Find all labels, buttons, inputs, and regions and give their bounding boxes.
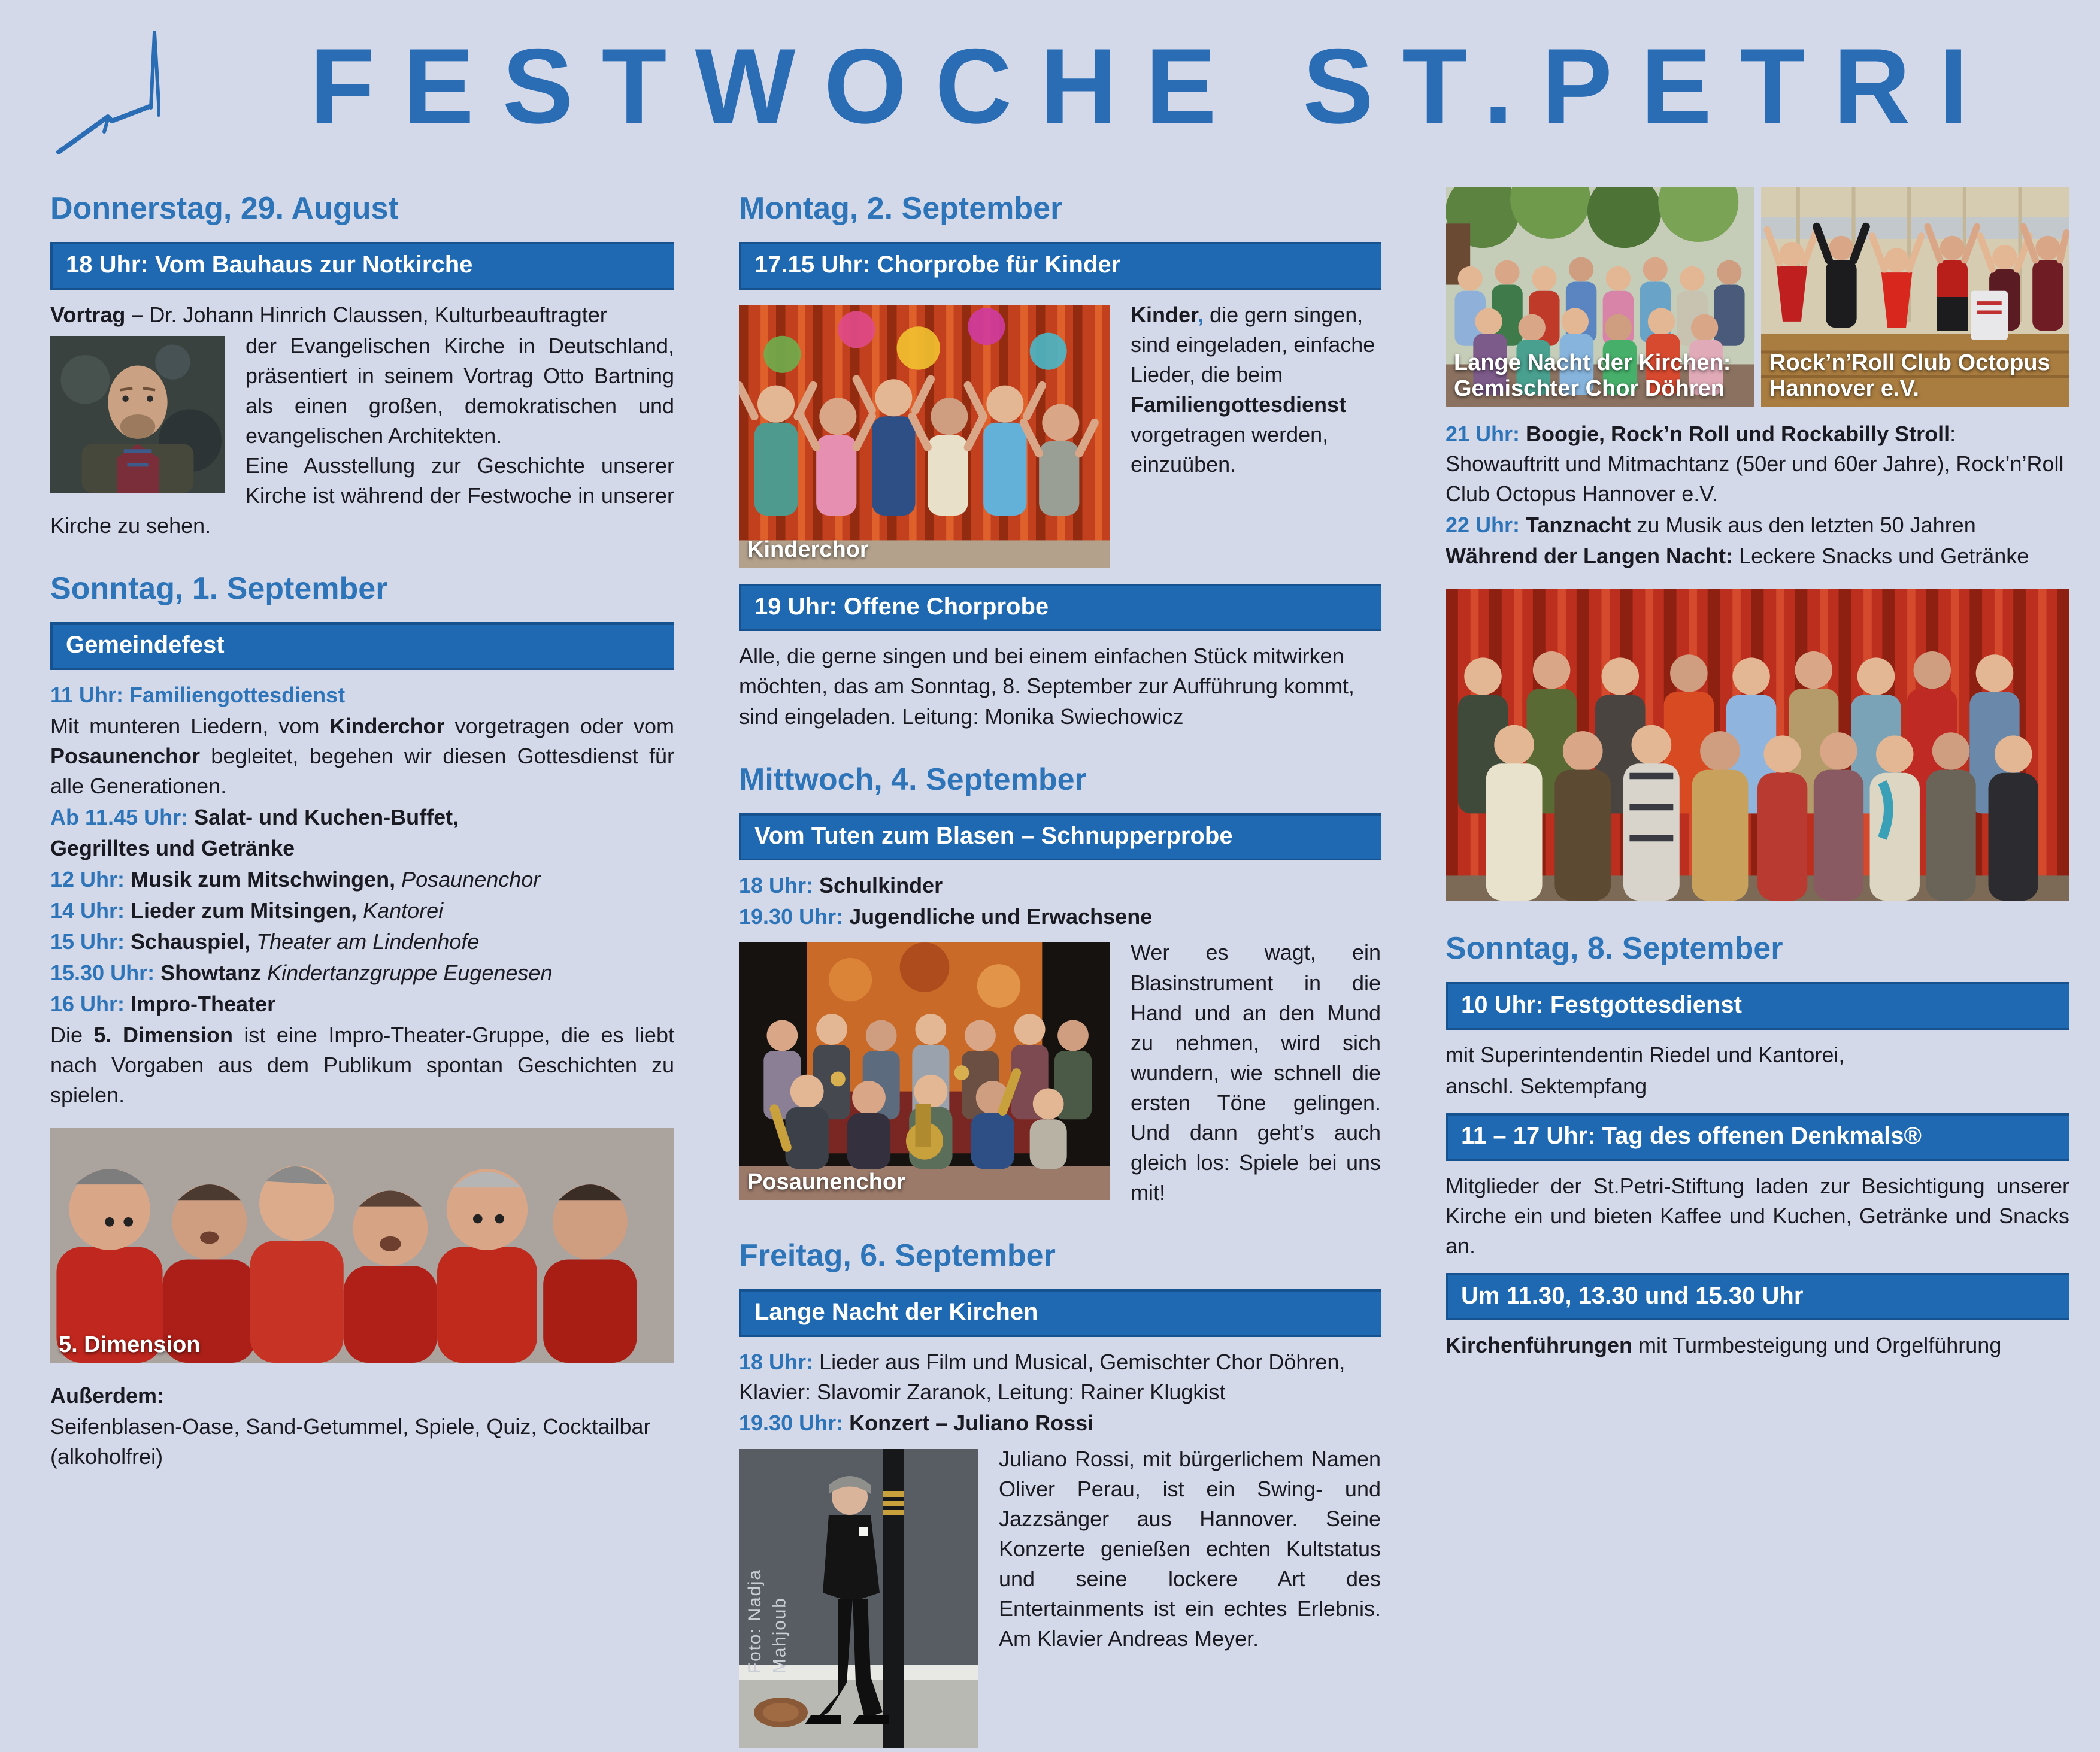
photo-caption xyxy=(1769,350,2050,402)
kinderchor-ref: Kinderchor xyxy=(329,714,445,738)
section-bar-gemeindefest: Gemeindefest xyxy=(50,622,674,668)
event-detail: : Showauftritt und Mitmachtanz (50er und 60er Jahre), Rock’n’Roll Club Octopus Hannover e.V. xyxy=(1446,422,2064,507)
time-label: 18 Uhr: xyxy=(739,1349,820,1374)
kinder-keyword: Kinder xyxy=(1131,302,1198,327)
vortrag-text: der Evangelischen Kirche in Deutschland, präsentiert in seinem Vortrag Otto Bartning als einen großen, demokratischen und evangelischen Architekten. xyxy=(246,333,674,448)
text-run: Mit munteren Liedern, vom xyxy=(50,714,330,738)
chorprobe-text: Alle, die gerne singen und bei einem einfachen Stück mitwirken möchten, das am Sonntag, 8. September zur Aufführung kommt, sind eingeladen. Leitung: Monika Swiechowicz xyxy=(739,644,1354,729)
time-label: 18 Uhr: xyxy=(739,873,820,898)
content-columns xyxy=(50,187,2076,1752)
date-heading-sonntag8: Sonntag, 8. September xyxy=(1446,931,1783,966)
event-1530uhr xyxy=(50,958,674,988)
event-title: Musik zum Mitschwingen, xyxy=(131,867,402,892)
header xyxy=(50,22,2076,171)
group-name: 5. Dimension xyxy=(93,1023,233,1048)
date-heading-montag: Montag, 2. September xyxy=(739,191,1063,226)
text-run: ist eine Impro-Theater-Gruppe, die es liebt nach Vorgaben aus dem Publikum spontan Geschichten zu spielen. xyxy=(50,1023,674,1108)
ausserdem-text: Seifenblasen-Oase, Sand-Getummel, Spiele, Quiz, Cocktailbar (alkoholfrei) xyxy=(50,1414,651,1469)
section-bar-offene-chorprobe: 19 Uhr: Offene Chorprobe xyxy=(739,584,1381,630)
time-label: Ab 11.45 Uhr: xyxy=(50,805,195,830)
event-buffet xyxy=(50,802,674,832)
photo-caption: 5. Dimension xyxy=(59,1332,201,1357)
event-performer: Kindertanzgruppe Eugenesen xyxy=(267,960,553,986)
vortrag-text2: Eine Ausstellung zur Geschichte unserer Kirche ist während der Festwoche in unserer Kirche zu sehen. xyxy=(50,453,674,538)
page-title: FESTWOCHE ST.PETRI xyxy=(309,26,1997,146)
festgottesdienst-text2: anschl. Sektempfang xyxy=(1446,1074,1647,1099)
text-run: vorgetragen werden, einzuüben. xyxy=(1131,422,1329,477)
time-label: 16 Uhr: xyxy=(50,992,131,1017)
vortrag-label: Vortrag – xyxy=(50,302,150,327)
photo-posaunenchor xyxy=(739,942,1110,1200)
event-title: Tanznacht xyxy=(1526,513,1631,538)
photo-caption: Posaunenchor xyxy=(747,1169,905,1195)
caption-line: Rock’n’Roll Club Octopus xyxy=(1769,350,2050,375)
event-title: Schauspiel, xyxy=(131,929,257,954)
text-run: Die xyxy=(50,1023,94,1048)
lange-nacht-photos xyxy=(1446,187,2069,407)
time-label: 22 Uhr: xyxy=(1446,513,1526,538)
photo-gemischter-chor-doehren xyxy=(1446,187,1754,407)
note-detail: Leckere Snacks und Getränke xyxy=(1733,544,2029,569)
kinderchor-block xyxy=(739,300,1381,572)
photo-rocknroll-octopus xyxy=(1761,187,2069,407)
time-label: 21 Uhr: xyxy=(1446,422,1526,446)
photo-claussen-portrait xyxy=(50,336,225,493)
rossi-text: Juliano Rossi, mit bürgerlichem Namen Oliver Perau, ist ein Swing- und Jazzsänger aus Hannover. Seine Konzerte genießen echten Kultstatus und seine lockere Art des Entertainments ist ein echtes Erlebnis. Am Klavier Andreas Meyer. xyxy=(999,1446,1381,1651)
date-heading-freitag: Freitag, 6. September xyxy=(739,1238,1056,1273)
photo-caption xyxy=(1454,350,1731,402)
event-detail: Lieder aus Film und Musical, Gemischter Chor Döhren, Klavier: Slavomir Zaranok, Leitung: Rainer Klugkist xyxy=(739,1349,1346,1404)
photo-5-dimension xyxy=(50,1128,674,1363)
blasinstrument-text: Wer es wagt, ein Blasinstrument in die Hand und an den Mund zu nehmen, wird sich wundern, wie schnell die ersten Töne gelingen. Und dann geht’s auch gleich los: Spiele bei uns mit! xyxy=(1131,940,1381,1205)
kirchenfuehrungen-text xyxy=(1446,1330,2069,1360)
time-label: 19.30 Uhr: xyxy=(739,1410,850,1435)
posaunenchor-block xyxy=(739,938,1381,1207)
event-jugendliche xyxy=(739,902,1381,932)
event-performer: Theater am Lindenhofe xyxy=(256,929,480,954)
impro-text xyxy=(50,1020,674,1110)
festgottesdienst-text1: mit Superintendentin Riedel und Kantorei, xyxy=(1446,1042,1845,1068)
event-12uhr xyxy=(50,865,674,895)
column-monday-friday xyxy=(739,187,1381,1752)
event-14uhr xyxy=(50,896,674,926)
ausserdem-label: Außerdem: xyxy=(50,1383,165,1408)
vortrag-intro-line xyxy=(50,300,674,330)
familiengottesdienst-text xyxy=(50,711,674,801)
event-lieder-film-musical xyxy=(739,1347,1381,1407)
event-title: Impro-Theater xyxy=(131,992,276,1017)
time-label: 15 Uhr: xyxy=(50,929,131,954)
event-title: Schulkinder xyxy=(819,873,943,898)
event-konzert-rossi xyxy=(739,1408,1381,1438)
event-title: Salat- und Kuchen-Buffet, xyxy=(194,805,459,830)
event-title: Konzert – Juliano Rossi xyxy=(849,1410,1094,1435)
caption-line: Lange Nacht der Kirchen: xyxy=(1454,350,1731,375)
event-performer: Posaunenchor xyxy=(401,867,541,892)
column-thursday-sunday1 xyxy=(50,187,674,1752)
photo-credit: Foto: Nadja Mahjoub xyxy=(745,1568,790,1674)
event-familiengottesdienst: 11 Uhr: Familiengottesdienst xyxy=(50,682,346,707)
caption-line: Hannover e.V. xyxy=(1769,376,1919,402)
date-heading-sonntag1: Sonntag, 1. September xyxy=(50,571,388,607)
event-16uhr xyxy=(50,989,674,1019)
posaunenchor-ref: Posaunenchor xyxy=(50,744,201,769)
date-heading-donnerstag: Donnerstag, 29. August xyxy=(50,191,399,226)
time-label: 12 Uhr: xyxy=(50,867,131,892)
section-bar-chorprobe-kinder: 17.15 Uhr: Chorprobe für Kinder xyxy=(739,242,1381,288)
text-run: vorgetragen oder vom xyxy=(444,714,675,738)
vortrag-block xyxy=(50,331,674,541)
familiengottesdienst-ref: Familiengottesdienst xyxy=(1131,392,1347,417)
section-bar-lange-nacht: Lange Nacht der Kirchen xyxy=(739,1289,1381,1335)
event-title: Jugendliche und Erwachsene xyxy=(849,904,1153,929)
event-performer: Kantorei xyxy=(363,898,444,923)
event-title: Showtanz xyxy=(160,960,268,986)
event-boogie xyxy=(1446,419,2069,509)
time-label: 14 Uhr: xyxy=(50,898,131,923)
snacks-note xyxy=(1446,541,2069,571)
caption-line: Gemischter Chor Döhren xyxy=(1454,376,1725,402)
church-spire-logo-icon xyxy=(50,25,230,160)
section-bar-denkmal: 11 – 17 Uhr: Tag des offenen Denkmals® xyxy=(1446,1113,2069,1159)
event-title: Boogie, Rock’n Roll und Rockabilly Stroll xyxy=(1526,422,1950,446)
event-detail: mit Turmbesteigung und Orgelführung xyxy=(1632,1333,2002,1358)
event-title: Lieder zum Mitsingen, xyxy=(131,898,363,923)
text-run: , xyxy=(1198,302,1204,327)
date-heading-mittwoch: Mittwoch, 4. September xyxy=(739,762,1087,797)
denkmal-text: Mitglieder der St.Petri-Stiftung laden zur Besichtigung unserer Kirche ein und bieten Kaffee und Kuchen, Getränke und Snacks an. xyxy=(1446,1173,2069,1258)
section-bar-tuten-blasen: Vom Tuten zum Blasen – Schnupperprobe xyxy=(739,813,1381,859)
photo-juliano-rossi xyxy=(739,1449,978,1748)
text-run: die gern singen, sind eingeladen, einfache Lieder, die beim xyxy=(1131,302,1375,387)
event-detail: zu Musik aus den letzten 50 Jahren xyxy=(1631,513,1976,538)
time-label: 19.30 Uhr: xyxy=(739,904,850,929)
time-label: 15.30 Uhr: xyxy=(50,960,161,986)
event-title: Kirchenführungen xyxy=(1446,1333,1632,1358)
column-saturday-sunday8 xyxy=(1446,187,2069,1752)
section-bar-bauhaus: 18 Uhr: Vom Bauhaus zur Notkirche xyxy=(50,242,674,288)
text-run: begleitet, begehen wir diesen Gottesdienst für alle Generationen. xyxy=(50,744,674,799)
event-15uhr xyxy=(50,927,674,957)
vortrag-speaker: Dr. Johann Hinrich Claussen, Kulturbeauftragter xyxy=(149,302,607,327)
event-buffet-line2: Gegrilltes und Getränke xyxy=(50,836,295,861)
event-tanznacht xyxy=(1446,510,2069,540)
section-bar-festgottesdienst: 10 Uhr: Festgottesdienst xyxy=(1446,982,2069,1028)
rossi-block xyxy=(739,1444,1381,1752)
event-schulkinder xyxy=(739,871,1381,901)
photo-caption: Kinderchor xyxy=(747,537,869,563)
note-label: Während der Langen Nacht: xyxy=(1446,544,1734,569)
photo-kantorei-choir xyxy=(1446,589,2069,901)
photo-kinderchor xyxy=(739,305,1110,568)
section-bar-fuehrungen: Um 11.30, 13.30 und 15.30 Uhr xyxy=(1446,1273,2069,1319)
